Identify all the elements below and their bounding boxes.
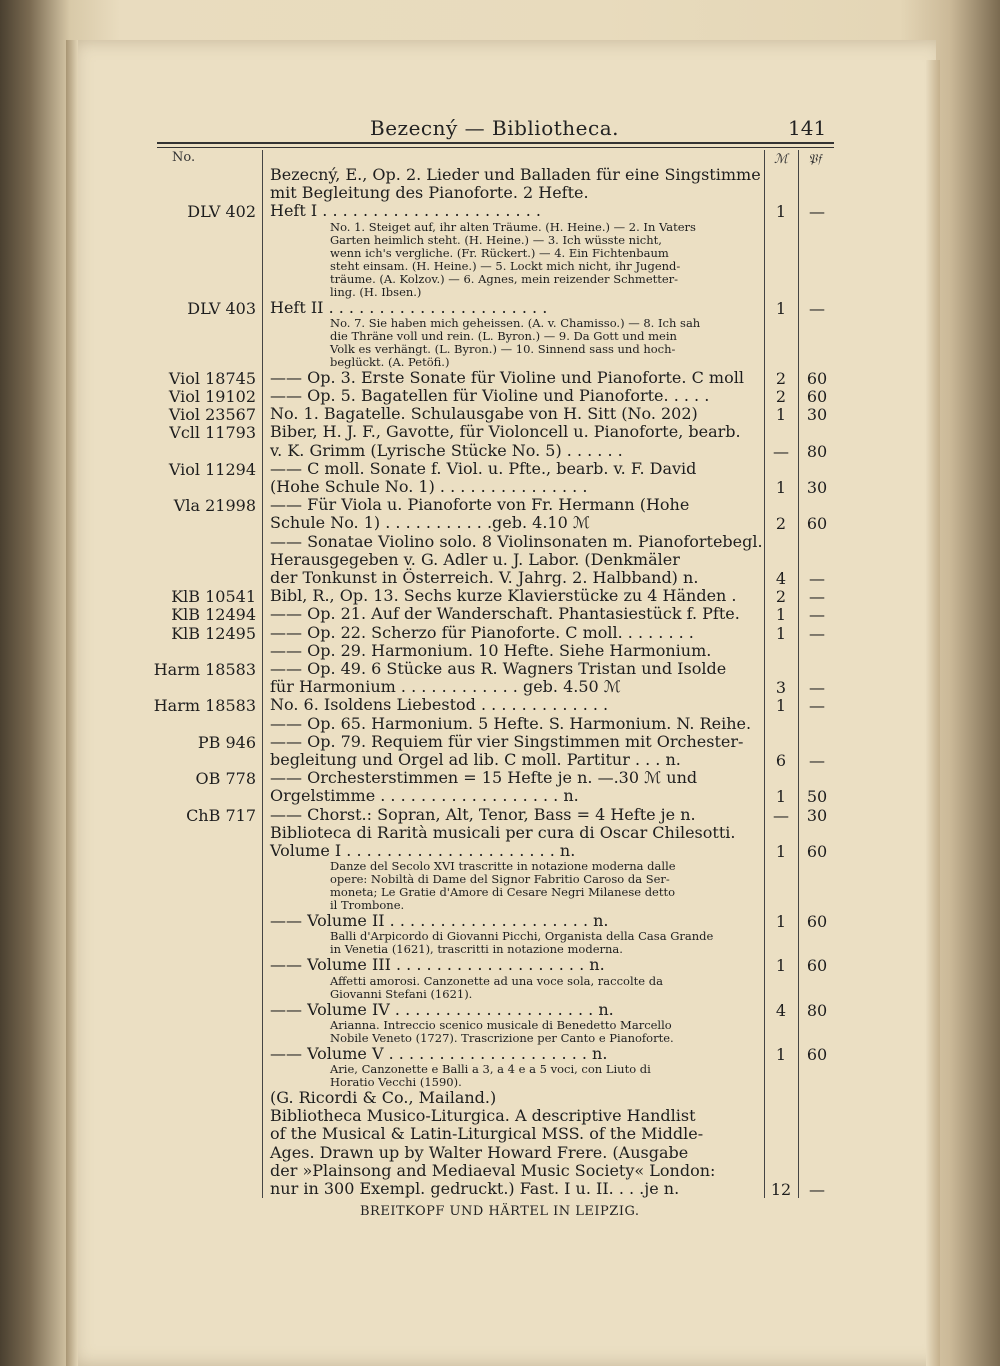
running-header: Bezecný — Bibliotheca. [370,116,619,140]
entry-price-pfennig: 60 [806,368,828,388]
entry-text: —— Op. 22. Scherzo für Pianoforte. C moll. . . . . . . . [270,622,694,642]
entry-catalogue-number: Viol 11294 [168,459,256,479]
entry-price-pfennig: 60 [806,514,828,534]
entry-contents-note: Danze del Secolo XVI trascritte in notazione moderna dalle [330,859,676,874]
entry-contents-note: No. 7. Sie haben mich geheissen. (A. v. Chamisso.) — 8. Ich sah [330,315,701,330]
entry-text: —— Volume II . . . . . . . . . . . . . . . . . . . . n. [270,911,609,931]
entry-text: (Hohe Schule No. 1) . . . . . . . . . . . . . . . [270,477,588,496]
entry-price-mark: 1 [775,405,787,425]
column-header-number: No. [172,150,196,165]
entry-price-mark: 2 [775,387,787,406]
entry-text: Heft I . . . . . . . . . . . . . . . . . . . . . . [270,201,541,221]
entry-text: Bezecný, E., Op. 2. Lieder und Balladen für eine Singstimme [270,165,761,184]
entry-price-pfennig: — [809,678,825,698]
entry-text: —— Op. 21. Auf der Wanderschaft. Phantasiestück f. Pfte. [270,604,740,624]
entry-text: der »Plainsong and Mediaeval Music Society« London: [270,1160,716,1180]
entry-price-mark: 1 [775,478,787,497]
header-rule-thin [157,147,834,148]
entry-price-pfennig: 60 [806,387,828,406]
entry-text: —— C moll. Sonate f. Viol. u. Pfte., bearb. v. F. David [270,458,697,478]
entry-text: —— Op. 49. 6 Stücke aus R. Wagners Tristan und Isolde [270,659,727,678]
entry-text: Herausgegeben v. G. Adler u. J. Labor. (Denkmäler [270,549,680,569]
entry-contents-note: Nobile Veneto (1727). Trascrizione per Canto e Pianoforte. [330,1030,674,1045]
entry-price-mark: 1 [775,605,787,625]
entry-contents-note: moneta; Le Gratie d'Amore di Cesare Negri Milanese detto [330,885,676,900]
entry-price-mark: 4 [775,569,787,588]
entry-contents-note: il Trombone. [330,898,405,913]
entry-contents-note: Giovanni Stefani (1621). [330,986,473,1001]
entry-contents-note: die Thräne voll und rein. (L. Byron.) — 9. Da Gott und mein [330,328,677,343]
entry-text: begleitung und Orgel ad lib. C moll. Partitur . . . n. [270,750,681,769]
entry-price-pfennig: 30 [806,405,828,425]
entry-price-mark: 4 [775,1000,787,1020]
entry-contents-note: opere: Nobiltà di Dame del Signor Fabritio Caroso da Ser- [330,872,670,887]
entry-price-pfennig: — [809,202,825,222]
entry-text: No. 6. Isoldens Liebestod . . . . . . . . . . . . . [270,695,609,715]
entry-price-pfennig: 30 [806,805,828,825]
entry-catalogue-number: Harm 18583 [153,660,256,679]
entry-price-mark: 1 [775,787,787,807]
entry-contents-note: Arianna. Intreccio scenico musicale di Benedetto Marcello [330,1017,672,1032]
entry-text: Biber, H. J. F., Gavotte, für Violoncell u. Pianoforte, bearb. [270,422,741,442]
entry-contents-note: träume. (A. Kolzov.) — 6. Agnes, mein reizender Schmetter- [330,271,679,286]
entry-price-pfennig: 80 [806,441,828,461]
entry-price-pfennig: 60 [806,912,828,932]
entry-price-pfennig: — [809,623,825,643]
entry-contents-note: Garten heimlich steht. (H. Heine.) — 3. Ich wüsste nicht, [330,232,662,247]
entry-price-pfennig: — [809,1180,825,1199]
entry-catalogue-number: Harm 18583 [153,696,256,716]
entry-price-pfennig: 60 [806,956,828,976]
entry-price-mark: — [773,805,789,825]
page-number: 141 [788,116,827,140]
entry-text: mit Begleitung des Pianoforte. 2 Hefte. [270,183,589,203]
entry-price-pfennig: — [809,587,825,607]
entry-catalogue-number: OB 778 [195,769,256,789]
entry-contents-note: in Venetia (1621), trascritti in notazione moderna. [330,942,623,957]
entry-contents-note: beglückt. (A. Petöfi.) [330,354,450,369]
entry-price-mark: 1 [775,956,787,976]
entry-price-mark: 1 [775,912,787,932]
entry-text: —— Für Viola u. Pianoforte von Fr. Hermann (Hohe [270,495,690,515]
entry-text: (G. Ricordi & Co., Mailand.) [270,1088,497,1107]
entry-text: v. K. Grimm (Lyrische Stücke No. 5) . . . . . . [270,440,623,460]
entry-text: Ages. Drawn up by Walter Howard Frere. (Ausgabe [270,1142,689,1162]
entry-price-mark: 1 [775,623,787,643]
entry-text: Biblioteca di Rarità musicali per cura di Oscar Chilesotti. [270,822,736,842]
entry-catalogue-number: Viol 18745 [168,368,256,388]
entry-text: of the Musical & Latin-Liturgical MSS. of the Middle- [270,1124,704,1144]
entry-price-pfennig: 60 [806,842,828,861]
entry-price-mark: 6 [775,751,787,770]
column-divider-mark [764,150,765,1198]
entry-text: Bibliotheca Musico-Liturgica. A descriptive Handlist [270,1106,696,1126]
entry-price-pfennig: 30 [806,478,828,497]
publisher-footer: BREITKOPF UND HÄRTEL IN LEIPZIG. [360,1204,640,1220]
entry-contents-note: Volk es verhängt. (L. Byron.) — 10. Sinnend sass und hoch- [330,341,676,356]
entry-text: —— Op. 29. Harmonium. 10 Hefte. Siehe Harmonium. [270,640,712,660]
column-header-pfennig: 𝔓𝔣 [808,152,822,167]
entry-catalogue-number: ChB 717 [186,805,256,825]
entry-price-mark: 1 [775,696,787,716]
entry-text: für Harmonium . . . . . . . . . . . . geb. 4.50 ℳ [270,677,621,697]
entry-price-mark: 2 [775,514,787,534]
entry-text: —— Op. 3. Erste Sonate für Violine und Pianoforte. C moll [270,367,744,387]
header-rule [157,142,834,144]
entry-price-mark: 1 [775,1044,787,1064]
entry-text: der Tonkunst in Österreich. V. Jahrg. 2. Halbband) n. [270,568,699,587]
entry-text: Bibl, R., Op. 13. Sechs kurze Klavierstücke zu 4 Händen . [270,586,737,606]
column-header-mark: ℳ [774,152,788,167]
entry-contents-note: Arie, Canzonette e Balli a 3, a 4 e a 5 voci, con Liuto di [330,1062,651,1076]
entry-catalogue-number: DLV 403 [187,298,256,318]
entry-catalogue-number: Viol 19102 [168,387,256,406]
entry-contents-note: No. 1. Steiget auf, ihr alten Träume. (H. Heine.) — 2. In Vaters [330,219,696,234]
entry-price-mark: 2 [775,587,787,607]
entry-contents-note: Affetti amorosi. Canzonette ad una voce sola, raccolte da [330,973,663,988]
entry-contents-note: Balli d'Arpicordo di Giovanni Picchi, Organista della Casa Grande [330,929,714,944]
entry-text: Heft II . . . . . . . . . . . . . . . . . . . . . . [270,297,548,317]
entry-catalogue-number: KlB 12495 [171,623,256,643]
page-gutter [66,40,78,1366]
entry-contents-note: ling. (H. Ibsen.) [330,284,422,299]
entry-price-mark: 1 [775,298,787,318]
entry-contents-note: wenn ich's vergliche. (Fr. Rückert.) — 4. Ein Fichtenbaum [330,245,669,260]
entry-price-mark: 1 [775,202,787,222]
entry-text: —— Orchesterstimmen = 15 Hefte je n. —.30 ℳ und [270,768,698,788]
entry-catalogue-number: KlB 10541 [171,587,256,607]
entry-price-mark: 2 [775,368,787,388]
entry-price-pfennig: — [809,751,825,770]
entry-text: —— Volume IV . . . . . . . . . . . . . . . . . . . . n. [270,999,614,1019]
entry-price-pfennig: 80 [806,1000,828,1020]
entry-price-pfennig: — [809,569,825,588]
entry-price-mark: 12 [770,1180,792,1199]
entry-text: Volume I . . . . . . . . . . . . . . . . . . . . . n. [270,841,576,860]
entry-catalogue-number: Vcll 11793 [169,423,256,443]
entry-text: —— Op. 5. Bagatellen für Violine und Pianoforte. . . . . [270,386,710,405]
entry-text: Orgelstimme . . . . . . . . . . . . . . . . . . n. [270,786,579,806]
entry-catalogue-number: Vla 21998 [173,496,256,516]
entry-price-pfennig: — [809,605,825,625]
entry-contents-note: Horatio Vecchi (1590). [330,1075,462,1089]
entry-text: —— Volume V . . . . . . . . . . . . . . . . . . . . n. [270,1043,608,1063]
entry-text: nur in 300 Exempl. gedruckt.) Fast. I u. II. . . .je n. [270,1179,680,1198]
entry-price-mark: — [773,441,789,461]
entry-text: Schule No. 1) . . . . . . . . . . .geb. 4.10 ℳ [270,513,590,533]
column-divider-number [262,150,263,1198]
entry-catalogue-number: Viol 23567 [168,405,256,425]
entry-catalogue-number: KlB 12494 [171,605,256,625]
entry-price-pfennig: — [809,298,825,318]
entry-price-mark: 1 [775,842,787,861]
entry-text: —— Volume III . . . . . . . . . . . . . . . . . . . n. [270,955,605,975]
entry-text: —— Op. 79. Requiem für vier Singstimmen mit Orchester- [270,731,744,751]
book-edge [926,60,940,1366]
entry-text: —— Op. 65. Harmonium. 5 Hefte. S. Harmonium. N. Reihe. [270,713,752,733]
entry-price-pfennig: 60 [806,1044,828,1064]
entry-catalogue-number: PB 946 [197,732,256,752]
entry-contents-note: steht einsam. (H. Heine.) — 5. Lockt mich nicht, ihr Jugend- [330,258,681,273]
entry-catalogue-number: DLV 402 [187,202,256,222]
entry-text: —— Sonatae Violino solo. 8 Violinsonaten m. Pianofortebegl. [270,531,763,551]
entry-price-pfennig: 50 [806,787,828,807]
entry-price-pfennig: — [809,696,825,716]
entry-price-mark: 3 [775,678,787,698]
column-divider-pfennig [798,150,799,1198]
entry-text: —— Chorst.: Sopran, Alt, Tenor, Bass = 4 Hefte je n. [270,804,696,824]
entry-text: No. 1. Bagatelle. Schulausgabe von H. Sitt (No. 202) [270,404,698,424]
